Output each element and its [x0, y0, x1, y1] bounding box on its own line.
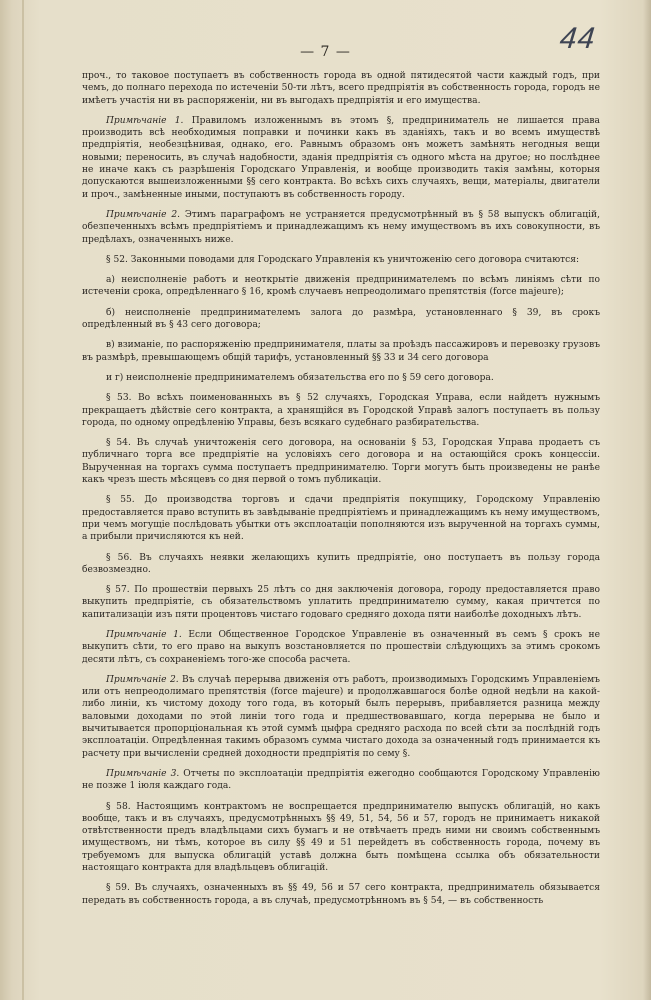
- paragraph-text: § 55. До производства торговъ и сдачи предпріятія покупщику, Городскому Управленію предоставляется право вступить въ завѣдываніе предпріятіемъ и принадлежащимъ къ нему имуществомъ, при чемъ могущіе послѣдовать убытки отъ эксплоатаціи пополняются изъ вырученной на торгахъ суммы, а прибыли причисляются къ ней.: [82, 495, 600, 543]
- note-paragraph: [82, 209, 600, 246]
- list-item: [82, 339, 600, 364]
- note-label: Примѣчаніе 1.: [106, 629, 182, 640]
- list-item: [82, 307, 600, 332]
- section-paragraph: [82, 584, 600, 621]
- paragraph-text: § 52. Законными поводами для Городскаго Управленія къ уничтоженію сего договора считаются:: [106, 254, 580, 265]
- paragraph-text: § 58. Настоящимъ контрактомъ не воспрещается предпринимателю выпускъ облигацій, но какъ вообще, такъ и въ случаяхъ, предусмотрѣнныхъ §§ 49, 51, 54, 56 и 57, городъ не принимаетъ никакой отвѣтственности предъ владѣльцами сихъ бумагъ и не отвѣчаетъ предъ ними ни своимъ собственнымъ имуществомъ, ни тѣмъ, которое въ силу §§ 49 и 51 перейдетъ въ собственность города, почему въ требуемомъ для выпуска облигацій уставѣ должна быть помѣщена ссылка объ обязательности настоящаго контракта для владѣльцевъ облигацій.: [82, 801, 600, 874]
- section-paragraph: [82, 882, 600, 907]
- paragraph-text: Въ случаѣ перерыва движенія отъ работъ, производимыхъ Городскимъ Управленіемъ или отъ непреодолимаго препятствія (force majeure) и продолжавшагося болѣе одной недѣли на какой-либо линіи, къ чистому доходу того года, въ который былъ перерывъ, прибавляется разница между валовыми доходами по этой линіи того года и предшествовавшаго, когда перерыва не было и вычитывается пропорціональная къ этой суммѣ цыфра средняго расхода по всей сѣти за послѣдній годъ эксплоатаціи. Опредѣленная такимъ образомъ сумма чистаго дохода за означенный годъ принимается къ расчету при вычисленіи средней доходности предпріятія по сему §.: [82, 674, 600, 759]
- document-body: [82, 70, 600, 915]
- handwritten-folio-number: 44: [558, 22, 598, 55]
- paragraph-text: б) неисполненіе предпринимателемъ залога до размѣра, установленнаго § 39, въ срокъ опредѣленный въ § 43 сего договора;: [82, 307, 600, 331]
- note-paragraph: [82, 629, 600, 666]
- note-paragraph: [82, 115, 600, 201]
- paragraph-text: Этимъ параграфомъ не устраняется предусмотрѣнный въ § 58 выпускъ облигацій, обезпеченныхъ всѣмъ предпріятіемъ и принадлежащимъ къ нему имуществомъ въ ихъ совокупности, въ предѣлахъ, означенныхъ ниже.: [82, 209, 600, 245]
- page-edge-shadow: [643, 0, 651, 1000]
- section-paragraph: [82, 254, 600, 266]
- note-label: Примѣчаніе 2.: [106, 209, 181, 220]
- list-item: [82, 274, 600, 299]
- paragraph-text: § 56. Въ случаяхъ неявки желающихъ купить предпріятіе, оно поступаетъ въ пользу города безвозмездно.: [82, 552, 600, 575]
- page-number: — 7 —: [300, 44, 351, 60]
- paragraph-text: Если Общественное Городское Управленіе въ означенный въ семъ § срокъ не выкупитъ сѣти, то его право на выкупъ возстановляется по прошествіи слѣдующихъ за этимъ срокомъ десяти лѣтъ, съ сохраненіемъ того-же способа расчета.: [82, 629, 600, 665]
- paragraph-text: в) взиманіе, по распоряженію предпринимателя, платы за проѣздъ пассажировъ и перевозку грузовъ въ размѣрѣ, превышающемъ общій тарифъ, установленный §§ 33 и 34 сего договора: [82, 340, 600, 363]
- paragraph-continuation: [82, 70, 600, 107]
- paragraph-text: Отчеты по эксплоатаціи предпріятія ежегодно сообщаются Городскому Управленію не позже 1 іюля каждаго года.: [82, 768, 600, 792]
- list-item: [82, 372, 600, 384]
- section-paragraph: [82, 437, 600, 486]
- note-label: Примѣчаніе 3.: [106, 768, 180, 779]
- page-fold: [22, 0, 24, 1000]
- section-paragraph: [82, 494, 600, 543]
- paragraph-text: § 53. Во всѣхъ поименованныхъ въ § 52 случаяхъ, Городская Управа, если найдетъ нужнымъ прекращаетъ дѣйствіе сего контракта, а хранящійся въ Городской Управѣ залогъ поступаетъ въ пользу города, по одному опредѣленію Управы, безъ всякаго судебнаго разбирательства.: [82, 393, 600, 428]
- paragraph-text: § 59. Въ случаяхъ, означенныхъ въ §§ 49, 56 и 57 сего контракта, предприниматель обязывается передать въ собственность города, а въ случаѣ, предусмотрѣнномъ въ § 54, — въ собственность: [82, 883, 600, 906]
- paragraph-text: § 54. Въ случаѣ уничтоженія сего договора, на основаніи § 53, Городская Управа продаетъ съ публичнаго торга все предпріятіе на условіяхъ сего договора и на остающійся срокъ концессіи. Вырученная на торгахъ сумма поступаетъ предпринимателю. Торги могутъ быть произведены не ранѣе какъ чрезъ шесть мѣсяцевъ со дня первой о томъ публикаціи.: [82, 438, 600, 486]
- paragraph-text: а) неисполненіе работъ и неоткрытіе движенія предпринимателемъ по всѣмъ линіямъ сѣти по истеченіи срока, опредѣленнаго § 16, кромѣ случаевъ непреодолимаго препятствія (force majeure);: [82, 275, 600, 298]
- note-label: Примѣчаніе 1.: [106, 115, 184, 126]
- paragraph-text: § 57. По прошествіи первыхъ 25 лѣтъ со дня заключенія договора, городу предоставляется право выкупить предпріятіе, съ обязательствомъ уплатить предпринимателю сумму, какая причтется по капитализаціи изъ пяти процентовъ чистаго годоваго средняго дохода пяти наиболѣе доходныхъ лѣтъ.: [82, 585, 600, 620]
- section-paragraph: [82, 552, 600, 577]
- note-paragraph: [82, 674, 600, 760]
- paragraph-text: и г) неисполненіе предпринимателемъ обязательства его по § 59 сего договора.: [106, 372, 494, 383]
- section-paragraph: [82, 392, 600, 429]
- section-paragraph: [82, 801, 600, 875]
- paragraph-text: Правиломъ изложеннымъ въ этомъ §, предприниматель не лишается права производить всѣ необходимыя поправки и починки какъ въ зданіяхъ, такъ и во всемъ имуществѣ предпріятія, необезцѣнивая, однако, его. Равнымъ образомъ онъ можетъ замѣнять негодныя вещи новыми; переносить, въ случаѣ надобности, зданія предпріятія съ одного мѣста на другое; но послѣднее не иначе какъ съ разрѣшенія Городскаго Управленія, и вообще производить такія замѣны, которыя допускаются вышеизложенными §§ сего контракта. Во всѣхъ сихъ случаяхъ, вещи, матеріалы, двигатели и проч., замѣненные иными, поступаютъ въ собственность городу.: [82, 115, 600, 200]
- note-paragraph: [82, 768, 600, 793]
- paragraph-text: проч., то таковое поступаетъ въ собственность города въ одной пятидесятой части каждый годъ, при чемъ, до полнаго перехода по истеченіи 50-ти лѣтъ, всего предпріятія въ собственность города, городъ не имѣетъ участія ни въ распоряженіи, ни въ выгодахъ предпріятія и его имущества.: [82, 71, 600, 106]
- note-label: Примѣчаніе 2.: [106, 674, 179, 685]
